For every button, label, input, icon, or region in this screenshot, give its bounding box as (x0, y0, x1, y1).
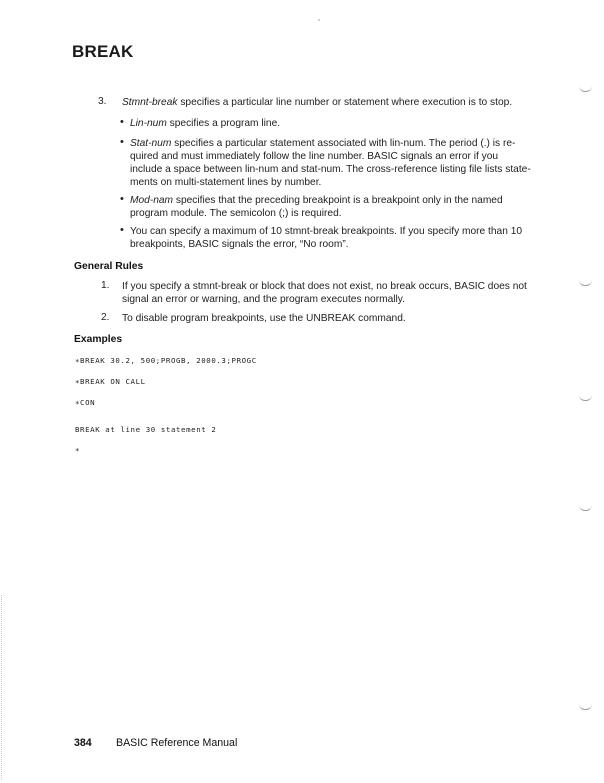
bullet-term: Lin-num (130, 118, 167, 129)
bullet-dot: • (120, 136, 124, 148)
bullet-mod-nam (130, 194, 554, 220)
bullet-line: quired and must immediately follow the line number. BASIC signals an error if you (130, 151, 499, 162)
example-output-line: BREAK at line 30 statement 2 (75, 425, 217, 434)
binder-mark (579, 280, 592, 286)
rule-line: If you specify a stmnt-break or block that does not exist, no break occurs, BASIC does not (122, 281, 527, 292)
scan-speck (318, 19, 320, 21)
example-line: ∗BREAK ON CALL (75, 377, 146, 386)
bullet-lin-num (130, 117, 554, 130)
rule-line: To disable program breakpoints, use the UNBREAK command. (122, 313, 406, 324)
bullet-line: specifies a program line. (166, 118, 281, 129)
general-rules-heading: General Rules (74, 261, 144, 272)
rule-line: signal an error or warning, and the program executes normally. (122, 294, 405, 305)
item-3-term: Stmnt-break (122, 97, 178, 108)
item-number: 3. (98, 96, 107, 107)
bullet-dot: • (120, 193, 124, 205)
footer-manual-title: BASIC Reference Manual (116, 737, 238, 749)
binder-mark (579, 704, 592, 710)
page-title: BREAK (72, 42, 134, 61)
item-3-description: specifies a particular line number or statement where execution is to stop. (177, 97, 513, 108)
footer-page-number: 384 (74, 737, 92, 749)
rule-1 (122, 280, 562, 306)
binder-mark (579, 505, 592, 511)
bullet-term: Mod-nam (130, 195, 174, 206)
bullet-dot: • (120, 224, 124, 236)
item-3-text (122, 96, 542, 109)
bullet-line: You can specify a maximum of 10 stmnt-break breakpoints. If you specify more than 10 (130, 226, 523, 237)
rule-number: 2. (101, 312, 110, 323)
bullet-max-breakpoints (130, 225, 554, 251)
binder-mark (579, 395, 592, 401)
example-line: ∗CON (75, 398, 96, 407)
bullet-line: specifies a particular statement associated with lin-num. The period (.) is re- (171, 138, 516, 149)
bullet-term: Stat-num (130, 138, 172, 149)
bullet-line: include a space between lin-num and stat-num. The cross-reference listing file lists state- (130, 164, 531, 175)
example-line: ∗BREAK 30.2, 500;PROGB, 2000.3;PROGC (75, 356, 257, 365)
bullet-stat-num (130, 137, 554, 189)
rule-2 (122, 312, 562, 325)
examples-heading: Examples (74, 334, 123, 345)
binder-mark (579, 86, 592, 92)
bullet-dot: • (120, 116, 124, 128)
rule-number: 1. (101, 280, 110, 291)
example-prompt: ∗ (75, 445, 81, 454)
bullet-line: specifies that the preceding breakpoint is a breakpoint only in the named (173, 195, 503, 206)
bullet-line: breakpoints, BASIC signals the error, “No room”. (130, 239, 349, 250)
bullet-line: ments on multi-statement lines by number. (130, 177, 322, 188)
scan-edge (1, 595, 3, 780)
bullet-line: program module. The semicolon (;) is required. (130, 208, 342, 219)
